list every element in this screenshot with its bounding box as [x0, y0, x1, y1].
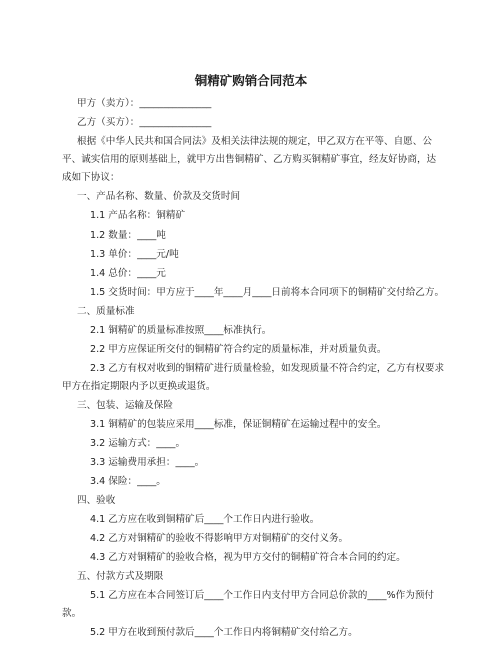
party-b-line: 乙方（买方）：_______________: [77, 117, 212, 128]
clause-line: 3.3 运输费用承担：____。: [90, 457, 205, 468]
section-heading: 四、验收: [77, 495, 116, 506]
clause-line: 5.1 乙方应在本合同签订后____个工作日内支付甲方合同总价款的____%作为预付: [90, 590, 435, 601]
clause-line: 2.2 甲方应保证所交付的铜精矿符合约定的质量标准，并对质量负责。: [90, 344, 387, 355]
section-heading: 三、包装、运输及保险: [77, 400, 173, 411]
preamble-line: 平、诚实信用的原则基础上，就甲方出售铜精矿、乙方购买铜精矿事宜，经友好协商，达: [62, 154, 437, 165]
clause-line: 4.1 乙方应在收到铜精矿后____个工作日内进行验收。: [90, 514, 320, 525]
preamble-line: 成如下协议：: [62, 172, 120, 183]
document-title: 铜精矿购销合同范本: [194, 73, 308, 88]
clause-line: 款。: [62, 608, 82, 619]
clause-line: 3.4 保险：____。: [90, 476, 166, 487]
clause-line: 3.2 运输方式：____。: [90, 438, 186, 449]
clause-line: 2.1 铜精矿的质量标准按照____标准执行。: [90, 325, 272, 336]
clause-line: 1.4 总价：____元: [90, 268, 166, 279]
section-heading: 一、产品名称、数量、价款及交货时间: [77, 191, 241, 202]
clause-line: 1.3 单价：____元/吨: [90, 249, 179, 260]
party-a-line: 甲方（卖方）：_______________: [77, 98, 212, 109]
clause-line: 3.1 铜精矿的包装应采用____标准，保证铜精矿在运输过程中的安全。: [90, 419, 387, 430]
clause-line: 1.2 数量：____吨: [90, 230, 166, 241]
clause-line: 2.3 乙方有权对收到的铜精矿进行质量检验，如发现质量不符合约定，乙方有权要求: [90, 363, 445, 374]
clause-line: 1.5 交货时间：甲方应于____年____月____日前将本合同项下的铜精矿交付给乙方。: [90, 287, 445, 298]
clause-line: 4.3 乙方对铜精矿的验收合格，视为甲方交付的铜精矿符合本合同的约定。: [90, 552, 406, 563]
clause-line: 1.1 产品名称：铜精矿: [90, 210, 186, 221]
clause-line: 5.2 甲方在收到预付款后____个工作日内将铜精矿交付给乙方。: [90, 627, 358, 638]
section-heading: 二、质量标准: [77, 306, 135, 317]
clause-line: 4.2 乙方对铜精矿的验收不得影响甲方对铜精矿的交付义务。: [90, 533, 349, 544]
section-heading: 五、付款方式及期限: [77, 571, 164, 582]
preamble-line: 根据《中华人民共和国合同法》及相关法律法规的规定，甲乙双方在平等、自愿、公: [77, 136, 432, 147]
clause-line: 甲方在指定期限内予以更换或退货。: [62, 381, 216, 392]
